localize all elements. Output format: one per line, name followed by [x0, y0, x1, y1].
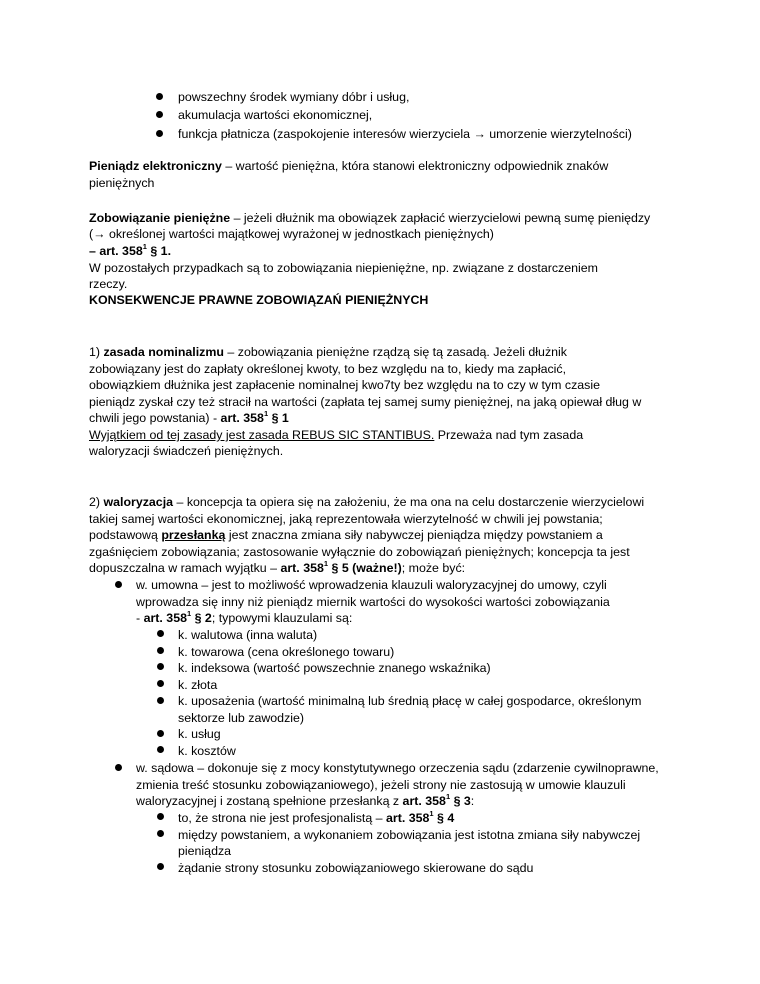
list-item: akumulacja wartości ekonomicznej, — [178, 108, 373, 122]
bullet-dot — [157, 813, 164, 820]
bullet-dot — [157, 697, 164, 704]
bullet-dot — [156, 111, 163, 118]
list-item: to, że strona nie jest profesjonalistą – art. $358^1$ § 4 — [178, 808, 455, 825]
list-item: w. sądowa – dokonuje się z mocy konstytutywnego orzeczenia sądu (zdarzenie cywilnoprawne, — [136, 761, 659, 775]
electronic-money-definition: Pieniądz elektroniczny – wartość pieniężna, która stanowi elektroniczny odpowiednik znaków — [89, 159, 609, 173]
bullet-dot — [157, 663, 164, 670]
paragraph-line: wprowadza się inny niż pieniądz miernik wartości do wysokości wartości zobowiązania — [136, 595, 610, 609]
paragraph-line: zobowiązany jest do zapłaty określonej kwoty, to bez względu na to, kiedy ma zapłacić, — [89, 362, 567, 376]
paragraph-line: zmienia treść stosunku zobowiązaniowego), jeżeli strony nie zastosują w umowie klauzuli — [136, 778, 626, 792]
list-item: k. kosztów — [178, 744, 236, 758]
paragraph-line: W pozostałych przypadkach są to zobowiązania niepieniężne, np. związane z dostarczeniem — [89, 261, 598, 275]
paragraph-line: pieniądza — [178, 844, 232, 858]
list-item: k. złota — [178, 678, 218, 692]
article-reference: chwili jego powstania) - art. $358^1$ § 1 — [89, 408, 289, 425]
paragraph-line: pieniądz zyskał czy też stracił na wartości (zapłata tej samej sumy pieniężnej, na jaką opiewał dług w — [89, 395, 642, 409]
bullet-dot — [156, 130, 163, 137]
bullet-dot — [157, 730, 164, 737]
paragraph-line: Wyjątkiem od tej zasady jest zasada REBUS SIC STANTIBUS. Przeważa nad tym zasada — [89, 428, 584, 442]
section-heading: KONSEKWENCJE PRAWNE ZOBOWIĄZAŃ PIENIĘŻNYCH — [89, 293, 429, 307]
valorization-paragraph: 2) waloryzacja – koncepcja ta opiera się na założeniu, że ma ona na celu dostarczenie wierzycielowi — [89, 495, 645, 509]
list-item: powszechny środek wymiany dóbr i usług, — [178, 90, 410, 104]
bullet-dot — [157, 680, 164, 687]
term: Pieniądz elektroniczny — [89, 159, 222, 173]
list-item: w. umowna – jest to możliwość wprowadzenia klauzuli waloryzacyjnej do umowy, czyli — [136, 578, 607, 592]
article-reference: – art. $358^1$ § 1. — [89, 241, 172, 258]
bullet-dot — [157, 647, 164, 654]
list-item: między powstaniem, a wykonaniem zobowiązania jest istotna zmiana siły nabywczej — [178, 828, 641, 842]
paragraph-line: obowiązkiem dłużnika jest zapłacenie nominalnej kwo7ty bez względu na to czy w tym czasie — [89, 378, 601, 392]
paragraph-line: zgaśnięciem zobowiązania; zastosowanie wyłącznie do zobowiązań pieniężnych; koncepcja ta jest — [89, 545, 630, 559]
bullet-dot — [115, 764, 122, 771]
bullet-dot — [157, 630, 164, 637]
list-item: k. walutowa (inna waluta) — [178, 628, 318, 642]
bullet-dot — [157, 746, 164, 753]
list-item: k. usług — [178, 727, 221, 741]
article-reference: waloryzacyjnej i zostaną spełnione przesłanką z art. $358^1$ § 3: — [136, 791, 475, 808]
paragraph-line: pieniężnych — [89, 176, 155, 190]
list-item: funkcja płatnicza (zaspokojenie interesów wierzyciela → umorzenie wierzytelności) — [178, 127, 632, 141]
article-reference: - art. $358^1$ § 2; typowymi klauzulami są: — [136, 608, 353, 625]
bullet-dot — [115, 581, 122, 588]
paragraph-line: sektorze lub zawodzie) — [178, 711, 305, 725]
article-reference: dopuszczalna w ramach wyjątku – art. $358^1$ § 5 (ważne!); może być: — [89, 558, 466, 575]
bullet-dot — [157, 863, 164, 870]
paragraph-line: (→ określonej wartości majątkowej wyrażonej w jednostkach pieniężnych) — [89, 227, 494, 241]
paragraph-line: waloryzacji świadczeń pieniężnych. — [89, 444, 284, 458]
paragraph-line: podstawową przesłanką jest znaczna zmiana siły nabywczej pieniądza między powstaniem a — [89, 528, 603, 542]
term: Zobowiązanie pieniężne — [89, 211, 231, 225]
nominalism-paragraph: 1) zasada nominalizmu – zobowiązania pieniężne rządzą się tą zasadą. Jeżeli dłużnik — [89, 345, 567, 359]
paragraph-line: rzeczy. — [89, 277, 128, 291]
list-item: k. indeksowa (wartość powszechnie znanego wskaźnika) — [178, 661, 491, 675]
bullet-dot — [157, 830, 164, 837]
list-item: k. towarowa (cena określonego towaru) — [178, 645, 395, 659]
list-item: żądanie strony stosunku zobowiązaniowego skierowane do sądu — [178, 861, 534, 875]
obligation-definition: Zobowiązanie pieniężne – jeżeli dłużnik ma obowiązek zapłacić wierzycielowi pewną sumę pieniędzy — [89, 211, 651, 225]
list-item: k. uposażenia (wartość minimalną lub średnią płacę w całej gospodarce, określonym — [178, 694, 642, 708]
bullet-dot — [156, 93, 163, 100]
paragraph-line: takiej samej wartości ekonomicznej, jaką reprezentowała wierzytelność w chwili jej powstania; — [89, 512, 603, 526]
